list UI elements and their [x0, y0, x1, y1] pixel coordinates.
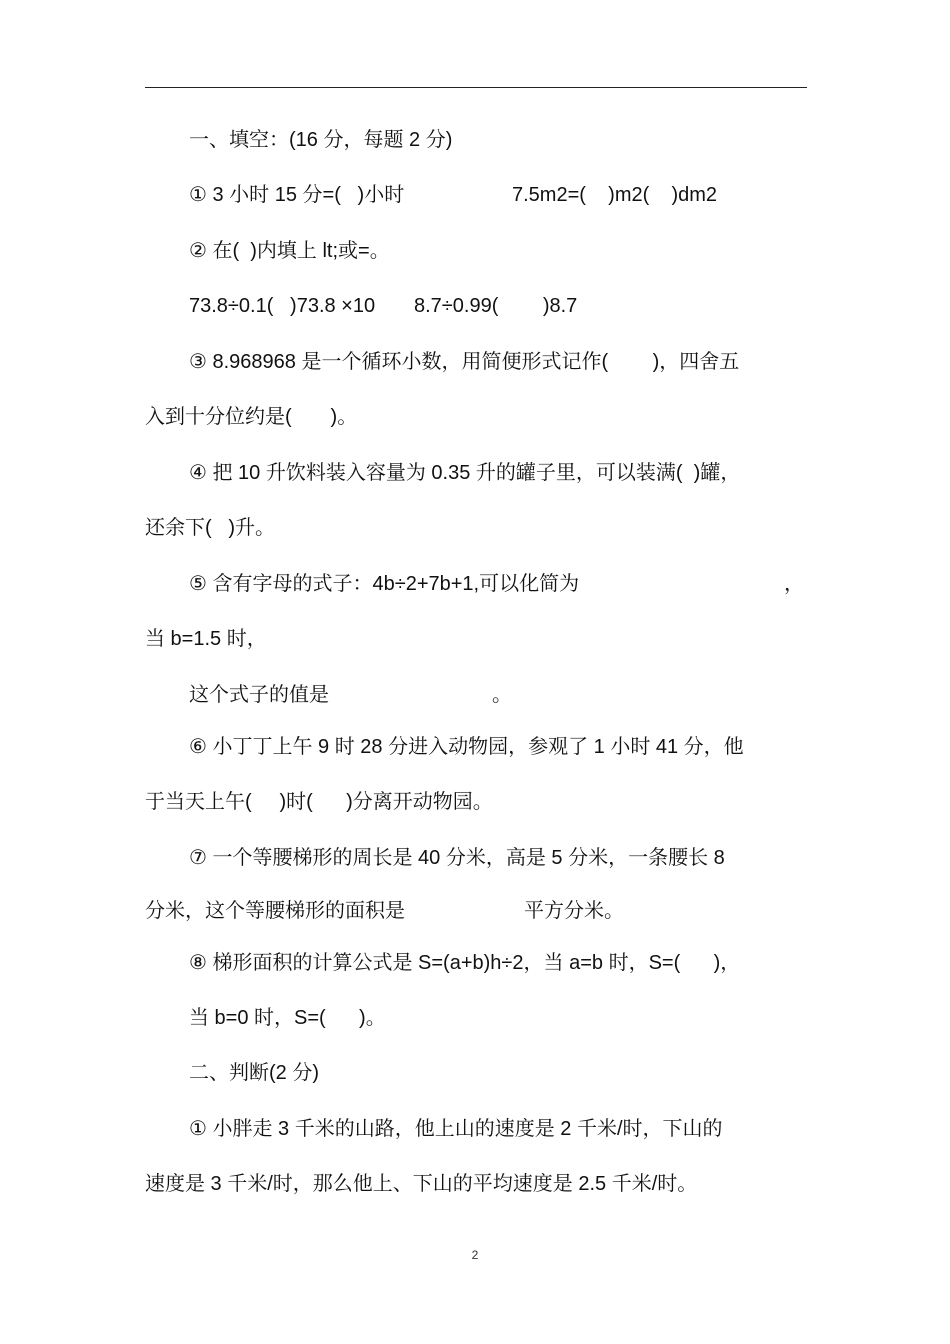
q7-line-1: ⑦ 一个等腰梯形的周长是 40 分米，高是 5 分米，一条腰长 8	[189, 847, 725, 869]
q2-text: ② 在( )内填上 lt;或=。	[189, 240, 390, 262]
q5-line-1: ⑤ 含有字母的式子：4b÷2+7b+1,可以化简为	[189, 573, 580, 595]
q3-line-1: ③ 8.968968 是一个循环小数，用简便形式记作( )，四舍五	[189, 351, 740, 373]
q3-line-2: 入到十分位约是( )。	[145, 406, 358, 428]
q1-part-a: ① 3 小时 15 分=( )小时	[189, 184, 405, 206]
q5-line-2: 当 b=1.5 时，	[145, 628, 267, 650]
j1-line-1: ① 小胖走 3 千米的山路，他上山的速度是 2 千米/时，下山的	[189, 1118, 723, 1140]
q6-line-2: 于当天上午( )时( )分离开动物园。	[145, 791, 493, 813]
q4-line-2: 还余下( )升。	[145, 517, 275, 539]
q7-unit: 平方分米。	[524, 900, 624, 922]
q5-line-3: 这个式子的值是	[189, 684, 329, 706]
q2-expressions: 73.8÷0.1( )73.8 ×10 8.7÷0.99( )8.7	[189, 295, 578, 317]
section-2-heading: 二、判断(2 分)	[189, 1062, 319, 1084]
q6-line-1: ⑥ 小丁丁上午 9 时 28 分进入动物园，参观了 1 小时 41 分，他	[189, 736, 744, 758]
q8-line-1: ⑧ 梯形面积的计算公式是 S=(a+b)h÷2，当 a=b 时，S=( )，	[189, 952, 741, 974]
q4-line-1: ④ 把 10 升饮料装入容量为 0.35 升的罐子里，可以装满( )罐，	[189, 462, 741, 484]
q5-period: 。	[492, 684, 512, 706]
q5-comma: ，	[784, 573, 804, 595]
header-rule	[145, 87, 807, 88]
q8-line-2: 当 b=0 时，S=( )。	[189, 1007, 386, 1029]
page-number: 2	[471, 1248, 479, 1262]
section-1-heading: 一、填空：(16 分，每题 2 分)	[189, 129, 453, 151]
j1-line-2: 速度是 3 千米/时，那么他上、下山的平均速度是 2.5 千米/时。	[145, 1173, 698, 1195]
q1-part-b: 7.5m2=( )m2( )dm2	[512, 184, 718, 206]
q7-line-2: 分米，这个等腰梯形的面积是	[145, 900, 405, 922]
